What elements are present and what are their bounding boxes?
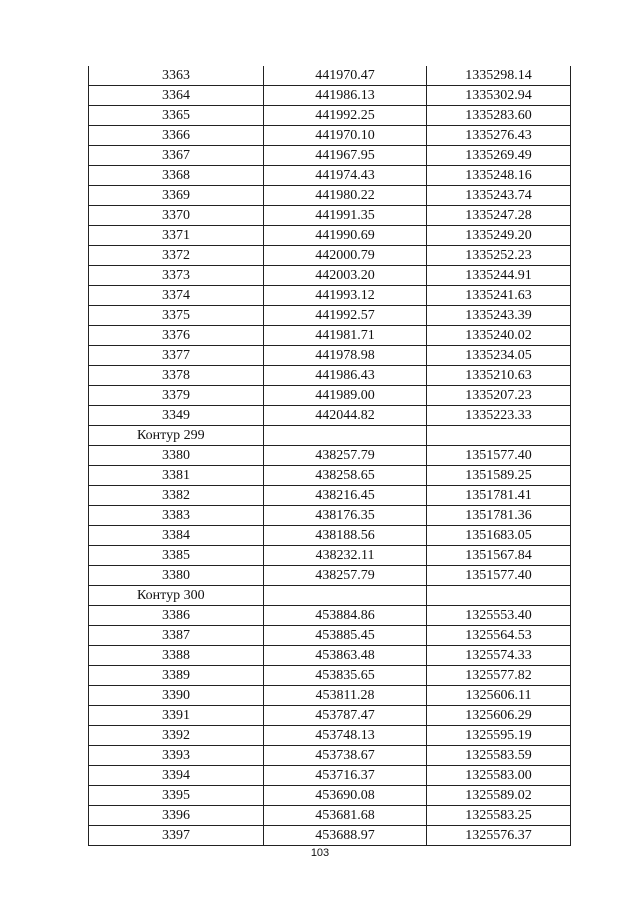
y-coordinate-cell: 1335302.94 bbox=[427, 86, 571, 106]
y-coordinate-cell: 1335252.23 bbox=[427, 246, 571, 266]
table-row bbox=[89, 726, 571, 746]
table-row bbox=[89, 486, 571, 506]
table-row bbox=[89, 226, 571, 246]
x-coordinate-cell: 453690.08 bbox=[264, 786, 427, 806]
contour-header-row bbox=[89, 426, 571, 446]
y-coordinate-cell: 1325606.11 bbox=[427, 686, 571, 706]
x-coordinate-cell: 453748.13 bbox=[264, 726, 427, 746]
table-row bbox=[89, 326, 571, 346]
x-coordinate-cell: 441978.98 bbox=[264, 346, 427, 366]
point-number-cell: 3367 bbox=[89, 146, 264, 166]
x-coordinate-cell: 441981.71 bbox=[264, 326, 427, 346]
contour-label: Контур 299 bbox=[89, 426, 264, 446]
y-coordinate-cell: 1335248.16 bbox=[427, 166, 571, 186]
point-number-cell: 3383 bbox=[89, 506, 264, 526]
table-row bbox=[89, 626, 571, 646]
table-row bbox=[89, 366, 571, 386]
coordinates-table-body bbox=[89, 66, 571, 846]
table-row bbox=[89, 506, 571, 526]
x-coordinate-cell: 453811.28 bbox=[264, 686, 427, 706]
x-coordinate-cell: 441980.22 bbox=[264, 186, 427, 206]
y-coordinate-cell: 1351567.84 bbox=[427, 546, 571, 566]
x-coordinate-cell: 441986.43 bbox=[264, 366, 427, 386]
y-coordinate-cell: 1335244.91 bbox=[427, 266, 571, 286]
y-coordinate-cell: 1335207.23 bbox=[427, 386, 571, 406]
table-row bbox=[89, 746, 571, 766]
x-coordinate-cell: 441967.95 bbox=[264, 146, 427, 166]
y-coordinate-cell: 1335276.43 bbox=[427, 126, 571, 146]
table-row bbox=[89, 266, 571, 286]
x-coordinate-cell: 441992.25 bbox=[264, 106, 427, 126]
x-coordinate-cell: 441986.13 bbox=[264, 86, 427, 106]
y-coordinate-cell: 1335243.74 bbox=[427, 186, 571, 206]
y-coordinate-cell: 1351589.25 bbox=[427, 466, 571, 486]
point-number-cell: 3388 bbox=[89, 646, 264, 666]
table-row bbox=[89, 686, 571, 706]
x-coordinate-cell: 438257.79 bbox=[264, 446, 427, 466]
table-row bbox=[89, 646, 571, 666]
y-coordinate-cell: 1325574.33 bbox=[427, 646, 571, 666]
point-number-cell: 3397 bbox=[89, 826, 264, 846]
y-coordinate-cell: 1335283.60 bbox=[427, 106, 571, 126]
y-coordinate-cell: 1351781.36 bbox=[427, 506, 571, 526]
point-number-cell: 3390 bbox=[89, 686, 264, 706]
point-number-cell: 3364 bbox=[89, 86, 264, 106]
table-row bbox=[89, 606, 571, 626]
y-coordinate-cell: 1325564.53 bbox=[427, 626, 571, 646]
table-row bbox=[89, 406, 571, 426]
x-coordinate-cell: 453884.86 bbox=[264, 606, 427, 626]
point-number-cell: 3382 bbox=[89, 486, 264, 506]
x-coordinate-cell: 441970.47 bbox=[264, 66, 427, 86]
table-row bbox=[89, 146, 571, 166]
point-number-cell: 3394 bbox=[89, 766, 264, 786]
point-number-cell: 3380 bbox=[89, 566, 264, 586]
point-number-cell: 3387 bbox=[89, 626, 264, 646]
empty-cell bbox=[264, 586, 427, 606]
point-number-cell: 3385 bbox=[89, 546, 264, 566]
table-row bbox=[89, 566, 571, 586]
y-coordinate-cell: 1351577.40 bbox=[427, 566, 571, 586]
y-coordinate-cell: 1335298.14 bbox=[427, 66, 571, 86]
point-number-cell: 3372 bbox=[89, 246, 264, 266]
y-coordinate-cell: 1325595.19 bbox=[427, 726, 571, 746]
x-coordinate-cell: 453716.37 bbox=[264, 766, 427, 786]
point-number-cell: 3373 bbox=[89, 266, 264, 286]
y-coordinate-cell: 1351781.41 bbox=[427, 486, 571, 506]
x-coordinate-cell: 438216.45 bbox=[264, 486, 427, 506]
empty-cell bbox=[264, 426, 427, 446]
point-number-cell: 3370 bbox=[89, 206, 264, 226]
table-row bbox=[89, 706, 571, 726]
table-row bbox=[89, 126, 571, 146]
table-row bbox=[89, 286, 571, 306]
x-coordinate-cell: 453688.97 bbox=[264, 826, 427, 846]
contour-header-row bbox=[89, 586, 571, 606]
point-number-cell: 3380 bbox=[89, 446, 264, 466]
x-coordinate-cell: 438258.65 bbox=[264, 466, 427, 486]
table-row bbox=[89, 346, 571, 366]
y-coordinate-cell: 1335247.28 bbox=[427, 206, 571, 226]
x-coordinate-cell: 441992.57 bbox=[264, 306, 427, 326]
y-coordinate-cell: 1335243.39 bbox=[427, 306, 571, 326]
x-coordinate-cell: 438257.79 bbox=[264, 566, 427, 586]
y-coordinate-cell: 1325589.02 bbox=[427, 786, 571, 806]
y-coordinate-cell: 1335234.05 bbox=[427, 346, 571, 366]
empty-cell bbox=[427, 586, 571, 606]
point-number-cell: 3392 bbox=[89, 726, 264, 746]
table-row bbox=[89, 466, 571, 486]
point-number-cell: 3371 bbox=[89, 226, 264, 246]
table-row bbox=[89, 86, 571, 106]
table-row bbox=[89, 446, 571, 466]
x-coordinate-cell: 441993.12 bbox=[264, 286, 427, 306]
x-coordinate-cell: 453787.47 bbox=[264, 706, 427, 726]
x-coordinate-cell: 453738.67 bbox=[264, 746, 427, 766]
y-coordinate-cell: 1325553.40 bbox=[427, 606, 571, 626]
point-number-cell: 3365 bbox=[89, 106, 264, 126]
point-number-cell: 3376 bbox=[89, 326, 264, 346]
y-coordinate-cell: 1335210.63 bbox=[427, 366, 571, 386]
y-coordinate-cell: 1335249.20 bbox=[427, 226, 571, 246]
x-coordinate-cell: 442044.82 bbox=[264, 406, 427, 426]
point-number-cell: 3393 bbox=[89, 746, 264, 766]
contour-label: Контур 300 bbox=[89, 586, 264, 606]
x-coordinate-cell: 441989.00 bbox=[264, 386, 427, 406]
table-row bbox=[89, 66, 571, 86]
y-coordinate-cell: 1335240.02 bbox=[427, 326, 571, 346]
y-coordinate-cell: 1325583.25 bbox=[427, 806, 571, 826]
y-coordinate-cell: 1351683.05 bbox=[427, 526, 571, 546]
x-coordinate-cell: 442000.79 bbox=[264, 246, 427, 266]
x-coordinate-cell: 442003.20 bbox=[264, 266, 427, 286]
y-coordinate-cell: 1325577.82 bbox=[427, 666, 571, 686]
point-number-cell: 3381 bbox=[89, 466, 264, 486]
point-number-cell: 3378 bbox=[89, 366, 264, 386]
point-number-cell: 3375 bbox=[89, 306, 264, 326]
table-row bbox=[89, 806, 571, 826]
y-coordinate-cell: 1325583.00 bbox=[427, 766, 571, 786]
page-number: 103 bbox=[310, 847, 330, 859]
table-row bbox=[89, 526, 571, 546]
table-row bbox=[89, 766, 571, 786]
coordinates-table bbox=[88, 66, 571, 846]
x-coordinate-cell: 441991.35 bbox=[264, 206, 427, 226]
x-coordinate-cell: 453835.65 bbox=[264, 666, 427, 686]
point-number-cell: 3389 bbox=[89, 666, 264, 686]
x-coordinate-cell: 441990.69 bbox=[264, 226, 427, 246]
x-coordinate-cell: 441970.10 bbox=[264, 126, 427, 146]
point-number-cell: 3363 bbox=[89, 66, 264, 86]
empty-cell bbox=[427, 426, 571, 446]
x-coordinate-cell: 438232.11 bbox=[264, 546, 427, 566]
point-number-cell: 3368 bbox=[89, 166, 264, 186]
x-coordinate-cell: 438188.56 bbox=[264, 526, 427, 546]
point-number-cell: 3384 bbox=[89, 526, 264, 546]
y-coordinate-cell: 1335241.63 bbox=[427, 286, 571, 306]
x-coordinate-cell: 453681.68 bbox=[264, 806, 427, 826]
table-row bbox=[89, 186, 571, 206]
point-number-cell: 3374 bbox=[89, 286, 264, 306]
table-row bbox=[89, 106, 571, 126]
point-number-cell: 3379 bbox=[89, 386, 264, 406]
point-number-cell: 3386 bbox=[89, 606, 264, 626]
table-row bbox=[89, 546, 571, 566]
point-number-cell: 3349 bbox=[89, 406, 264, 426]
table-row bbox=[89, 206, 571, 226]
point-number-cell: 3395 bbox=[89, 786, 264, 806]
table-row bbox=[89, 306, 571, 326]
x-coordinate-cell: 438176.35 bbox=[264, 506, 427, 526]
point-number-cell: 3377 bbox=[89, 346, 264, 366]
table-row bbox=[89, 826, 571, 846]
y-coordinate-cell: 1325606.29 bbox=[427, 706, 571, 726]
table-row bbox=[89, 786, 571, 806]
point-number-cell: 3366 bbox=[89, 126, 264, 146]
table-row bbox=[89, 386, 571, 406]
x-coordinate-cell: 453885.45 bbox=[264, 626, 427, 646]
y-coordinate-cell: 1325576.37 bbox=[427, 826, 571, 846]
y-coordinate-cell: 1335269.49 bbox=[427, 146, 571, 166]
table-row bbox=[89, 166, 571, 186]
table-row bbox=[89, 246, 571, 266]
table-row bbox=[89, 666, 571, 686]
point-number-cell: 3391 bbox=[89, 706, 264, 726]
y-coordinate-cell: 1335223.33 bbox=[427, 406, 571, 426]
y-coordinate-cell: 1325583.59 bbox=[427, 746, 571, 766]
x-coordinate-cell: 453863.48 bbox=[264, 646, 427, 666]
point-number-cell: 3369 bbox=[89, 186, 264, 206]
x-coordinate-cell: 441974.43 bbox=[264, 166, 427, 186]
y-coordinate-cell: 1351577.40 bbox=[427, 446, 571, 466]
point-number-cell: 3396 bbox=[89, 806, 264, 826]
